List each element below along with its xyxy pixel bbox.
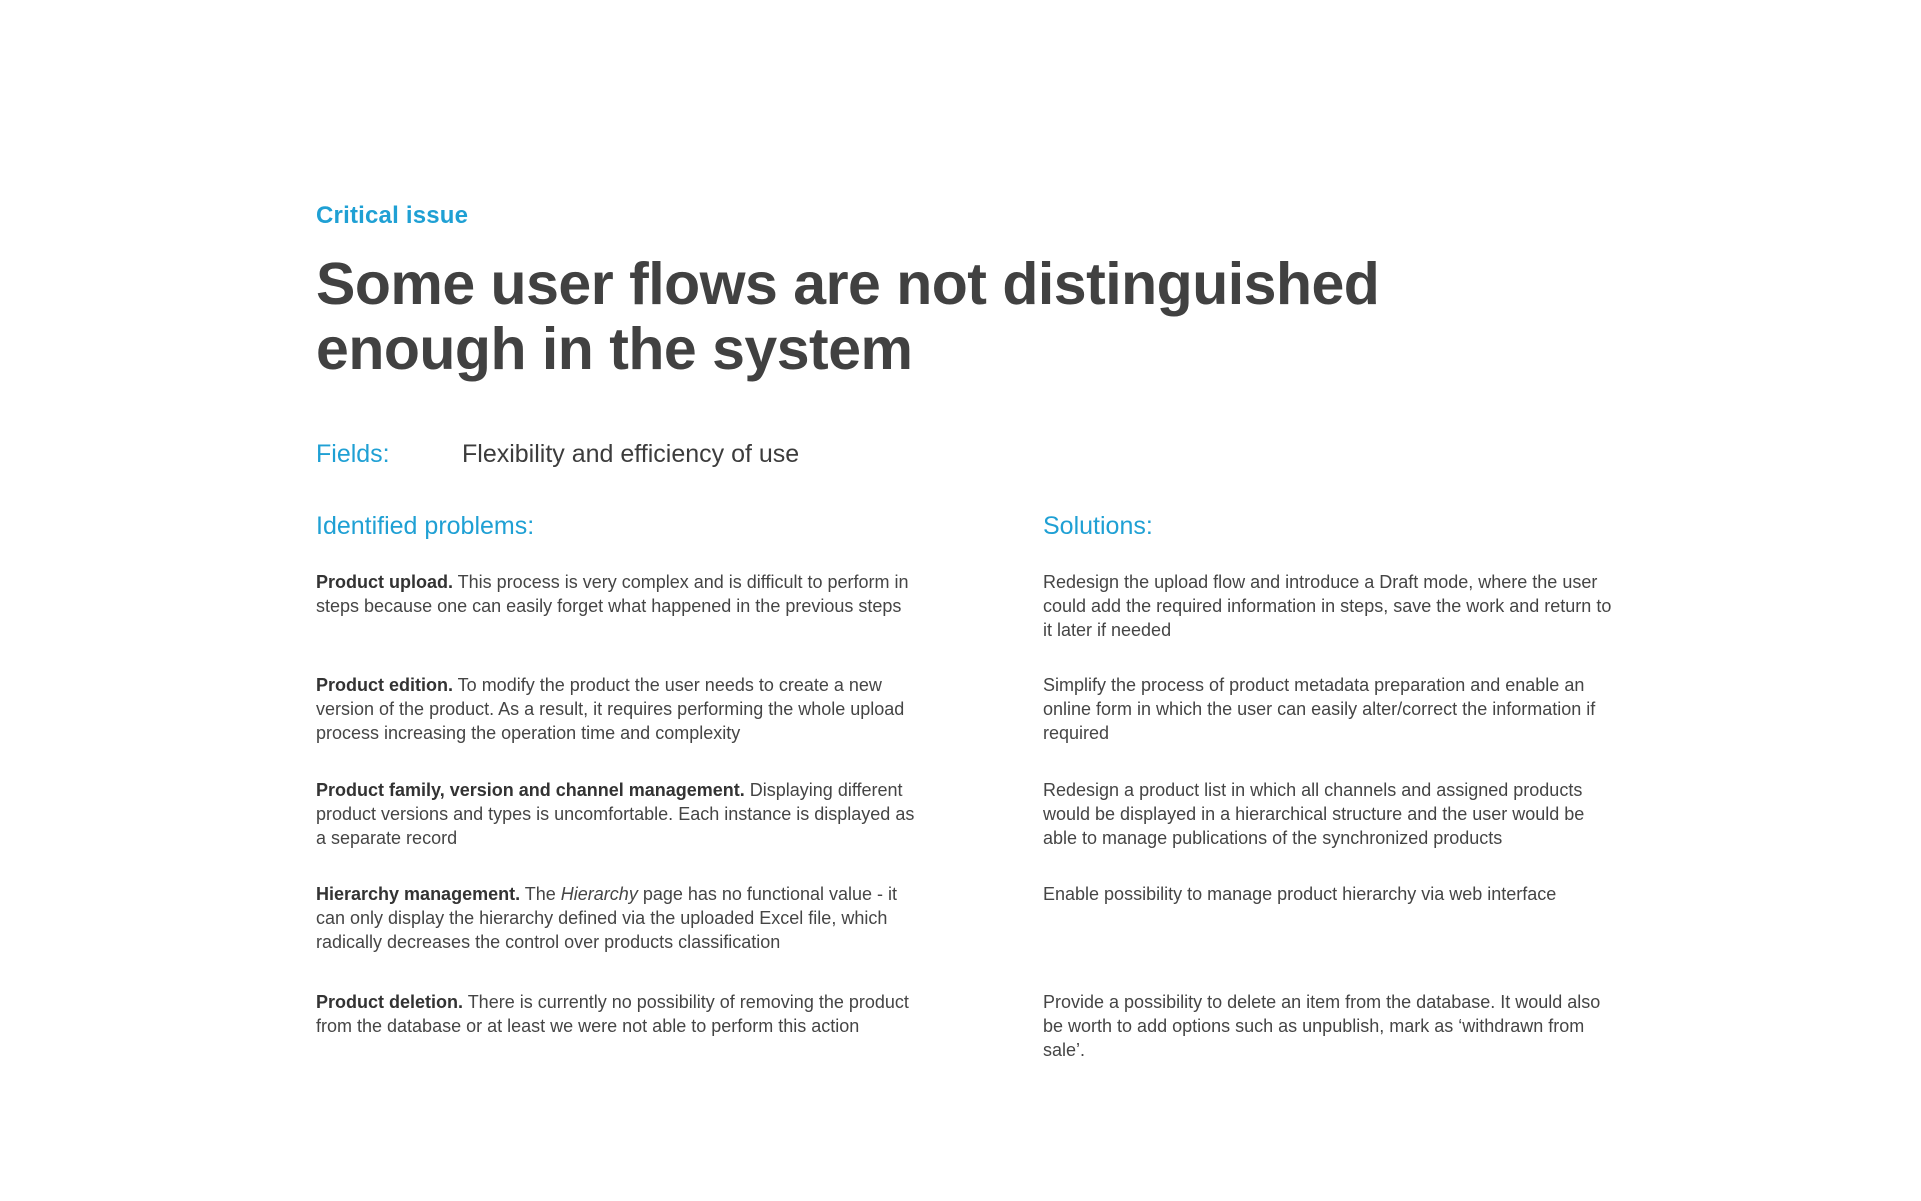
solution-item: Enable possibility to manage product hierarchy via web interface bbox=[1043, 884, 1557, 904]
solution-item: Simplify the process of product metadata preparation and enable an online form in which the user can easily alter/correct the information if required bbox=[1043, 675, 1596, 743]
problem-item bbox=[316, 570, 916, 618]
problem-text: Displaying different product versions and types is uncomfortable. Each instance is displayed as a separate record bbox=[316, 780, 915, 848]
problem-text: To modify the product the user needs to create a new version of the product. As a result, it requires performing the whole upload process increasing the operation time and complexity bbox=[316, 675, 905, 743]
problem-text: The bbox=[520, 884, 561, 904]
solution-item: Redesign the upload flow and introduce a Draft mode, where the user could add the required information in steps, save the work and return to it later if needed bbox=[1043, 572, 1612, 640]
page-title: Some user flows are not distinguished enough in the system bbox=[316, 251, 1380, 382]
problem-item bbox=[316, 778, 916, 850]
problem-text: page has no functional value - it can only display the hierarchy defined via the uploaded Excel file, which radically decreases the control over products classification bbox=[316, 884, 897, 952]
problem-text: There is currently no possibility of removing the product from the database or at least we were not able to perform this action bbox=[316, 992, 909, 1036]
issue-severity-label: Critical issue bbox=[316, 202, 469, 229]
problem-text: This process is very complex and is difficult to perform in steps because one can easily forget what happened in the previous steps bbox=[316, 572, 909, 616]
solution-item: Provide a possibility to delete an item from the database. It would also be worth to add options such as unpublish, mark as ‘withdrawn from sale’. bbox=[1043, 992, 1601, 1060]
solution-item: Redesign a product list in which all channels and assigned products would be displayed in a hierarchical structure and the user would be able to manage publications of the synchronized products bbox=[1043, 780, 1585, 848]
problems-heading: Identified problems: bbox=[316, 512, 535, 540]
solutions-heading: Solutions: bbox=[1043, 512, 1153, 540]
fields-row bbox=[316, 440, 799, 474]
problem-title: Product edition. bbox=[316, 675, 453, 695]
fields-label: Fields: bbox=[316, 440, 390, 468]
problem-title: Product family, version and channel management. bbox=[316, 780, 745, 800]
problem-title: Hierarchy management. bbox=[316, 884, 521, 904]
problem-emphasis: Hierarchy bbox=[560, 884, 638, 904]
problem-title: Product upload. bbox=[316, 572, 453, 592]
problem-title: Product deletion. bbox=[316, 992, 464, 1012]
problem-item bbox=[316, 673, 916, 745]
fields-value: Flexibility and efficiency of use bbox=[462, 440, 800, 468]
problem-item bbox=[316, 882, 916, 954]
problem-item bbox=[316, 990, 916, 1038]
